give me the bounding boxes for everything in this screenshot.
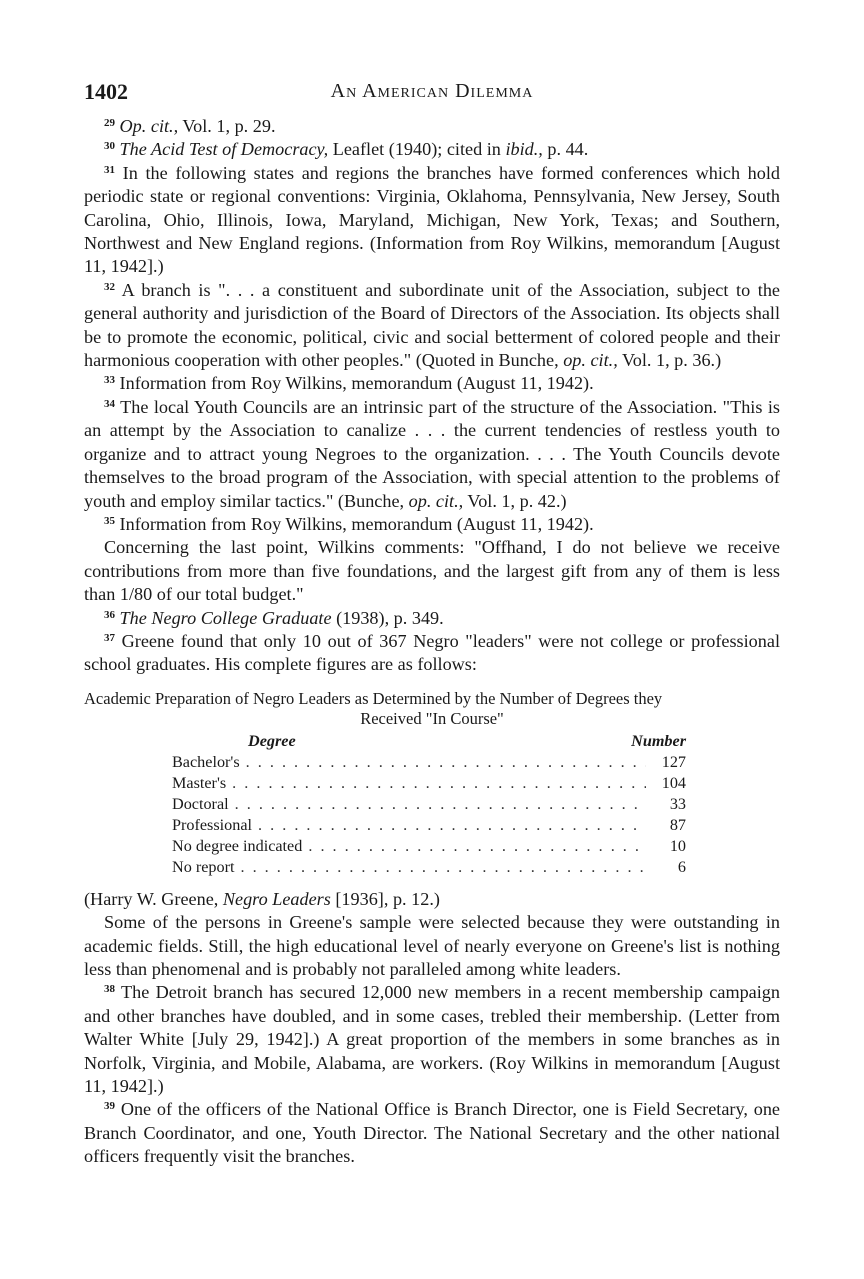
row-value: 33 bbox=[669, 794, 686, 813]
leader-dots bbox=[232, 773, 646, 794]
table-caption-line-2: Received "In Course" bbox=[360, 708, 504, 728]
note-34: $^{34}$ The local Youth Councils are an intrinsic part of the structure of the Association. "This is an attempt by the Association to canalize . . . the current tendencies of restless youth to organize and to attract young Negroes to the organization. . . . The Youth Councils devote themselves to the broad program of the Association, with special attention to the problems of youth and employ similar tactics." (Bunche, op. cit., Vol. 1, p. 42.) bbox=[84, 396, 780, 511]
row-label: No degree indicated bbox=[172, 836, 303, 855]
note-32: $^{32}$ A branch is ". . . a constituent and subordinate unit of the Association, subject to the general authority and jurisdiction of the Board of Directors of the Association. Its objects shall be to promote the economic, political, civic and social betterment of colored people and their harmonious cooperation with other peoples." (Quoted in Bunche, op. cit., Vol. 1, p. 36.) bbox=[84, 279, 780, 371]
table-row bbox=[172, 752, 686, 773]
note-39: $^{39}$ One of the officers of the National Office is Branch Director, one is Field Secretary, one Branch Coordinator, and one, Youth Director. The National Secretary and the other national officers frequently visit the branches. bbox=[84, 1099, 781, 1167]
note-37: $^{37}$ Greene found that only 10 out of 367 Negro "leaders" were not college or professional school graduates. His complete figures are as follows: bbox=[84, 630, 780, 675]
page-number: 1402 bbox=[84, 79, 128, 104]
note-35-continued: Concerning the last point, Wilkins comments: "Offhand, I do not believe we receive contributions from more than five foundations, and the largest gift from any of them is less than 1/80 of our total budget." bbox=[84, 537, 780, 605]
row-value: 10 bbox=[669, 836, 686, 855]
note-30: $^{30}$ The Acid Test of Democracy, Leaflet (1940); cited in ibid., p. 44. bbox=[104, 139, 589, 160]
col-degree-header: Degree bbox=[248, 731, 296, 750]
note-37-continued: Some of the persons in Greene's sample were selected because they were outstanding in academic fields. Still, the high educational level of nearly everyone on Greene's list is nothing less than phenomenal and is probably not paralleled among white leaders. bbox=[84, 912, 780, 979]
row-value: 127 bbox=[661, 752, 686, 771]
row-label: Bachelor's bbox=[172, 752, 240, 771]
table-row bbox=[172, 836, 686, 857]
row-label: Professional bbox=[172, 815, 253, 834]
note-35: $^{35}$ Information from Roy Wilkins, memorandum (August 11, 1942). bbox=[104, 513, 594, 534]
note-31: $^{31}$ In the following states and regions the branches have formed conferences which hold periodic state or regional conventions: Virginia, Oklahoma, Pennsylvania, New Jersey, South Carolina, Ohio, Illinois, Iowa, Maryland, Michigan, New York, Texas; and Southern, Northwest and New England regions. (Information from Roy Wilkins, memorandum [August 11, 1942].) bbox=[84, 162, 781, 277]
row-label: No report bbox=[172, 857, 235, 876]
table-body bbox=[172, 731, 686, 878]
degree-table bbox=[84, 689, 780, 878]
note-36: $^{36}$ The Negro College Graduate (1938), p. 349. bbox=[104, 607, 444, 628]
note-37-source: (Harry W. Greene, Negro Leaders [1936], p. 12.) bbox=[84, 888, 440, 909]
row-value: 104 bbox=[661, 773, 686, 792]
col-number-header: Number bbox=[631, 731, 686, 750]
running-head bbox=[84, 80, 780, 108]
table-row bbox=[172, 773, 686, 794]
leader-dots bbox=[235, 794, 646, 815]
running-title: An American Dilemma bbox=[330, 80, 534, 102]
table-row bbox=[172, 794, 686, 815]
note-33: $^{33}$ Information from Roy Wilkins, memorandum (August 11, 1942). bbox=[104, 373, 594, 394]
leader-dots bbox=[246, 752, 646, 773]
footnotes-body bbox=[84, 115, 780, 1169]
row-label: Master's bbox=[172, 773, 227, 792]
table-row bbox=[172, 815, 686, 836]
leader-dots bbox=[240, 857, 646, 878]
leader-dots bbox=[308, 836, 646, 857]
note-29: $^{29}$ Op. cit., Vol. 1, p. 29. bbox=[104, 116, 276, 136]
note-38: $^{38}$ The Detroit branch has secured 12,000 new members in a recent membership campaign and other branches have doubled, and in some cases, trebled their membership. (Letter from Walter White [July 29, 1942].) A great proportion of the members in some branches as in Norfolk, Virginia, and Mobile, Alabama, are workers. (Roy Wilkins in memorandum [August 11, 1942].) bbox=[84, 982, 780, 1096]
table-caption: Academic Preparation of Negro Leaders as Determined by the Number of Degrees they bbox=[84, 688, 663, 708]
row-value: 6 bbox=[677, 857, 686, 876]
table-row bbox=[172, 857, 686, 878]
table-header bbox=[172, 731, 686, 752]
leader-dots bbox=[258, 815, 646, 836]
row-value: 87 bbox=[669, 815, 686, 834]
row-label: Doctoral bbox=[172, 794, 229, 813]
